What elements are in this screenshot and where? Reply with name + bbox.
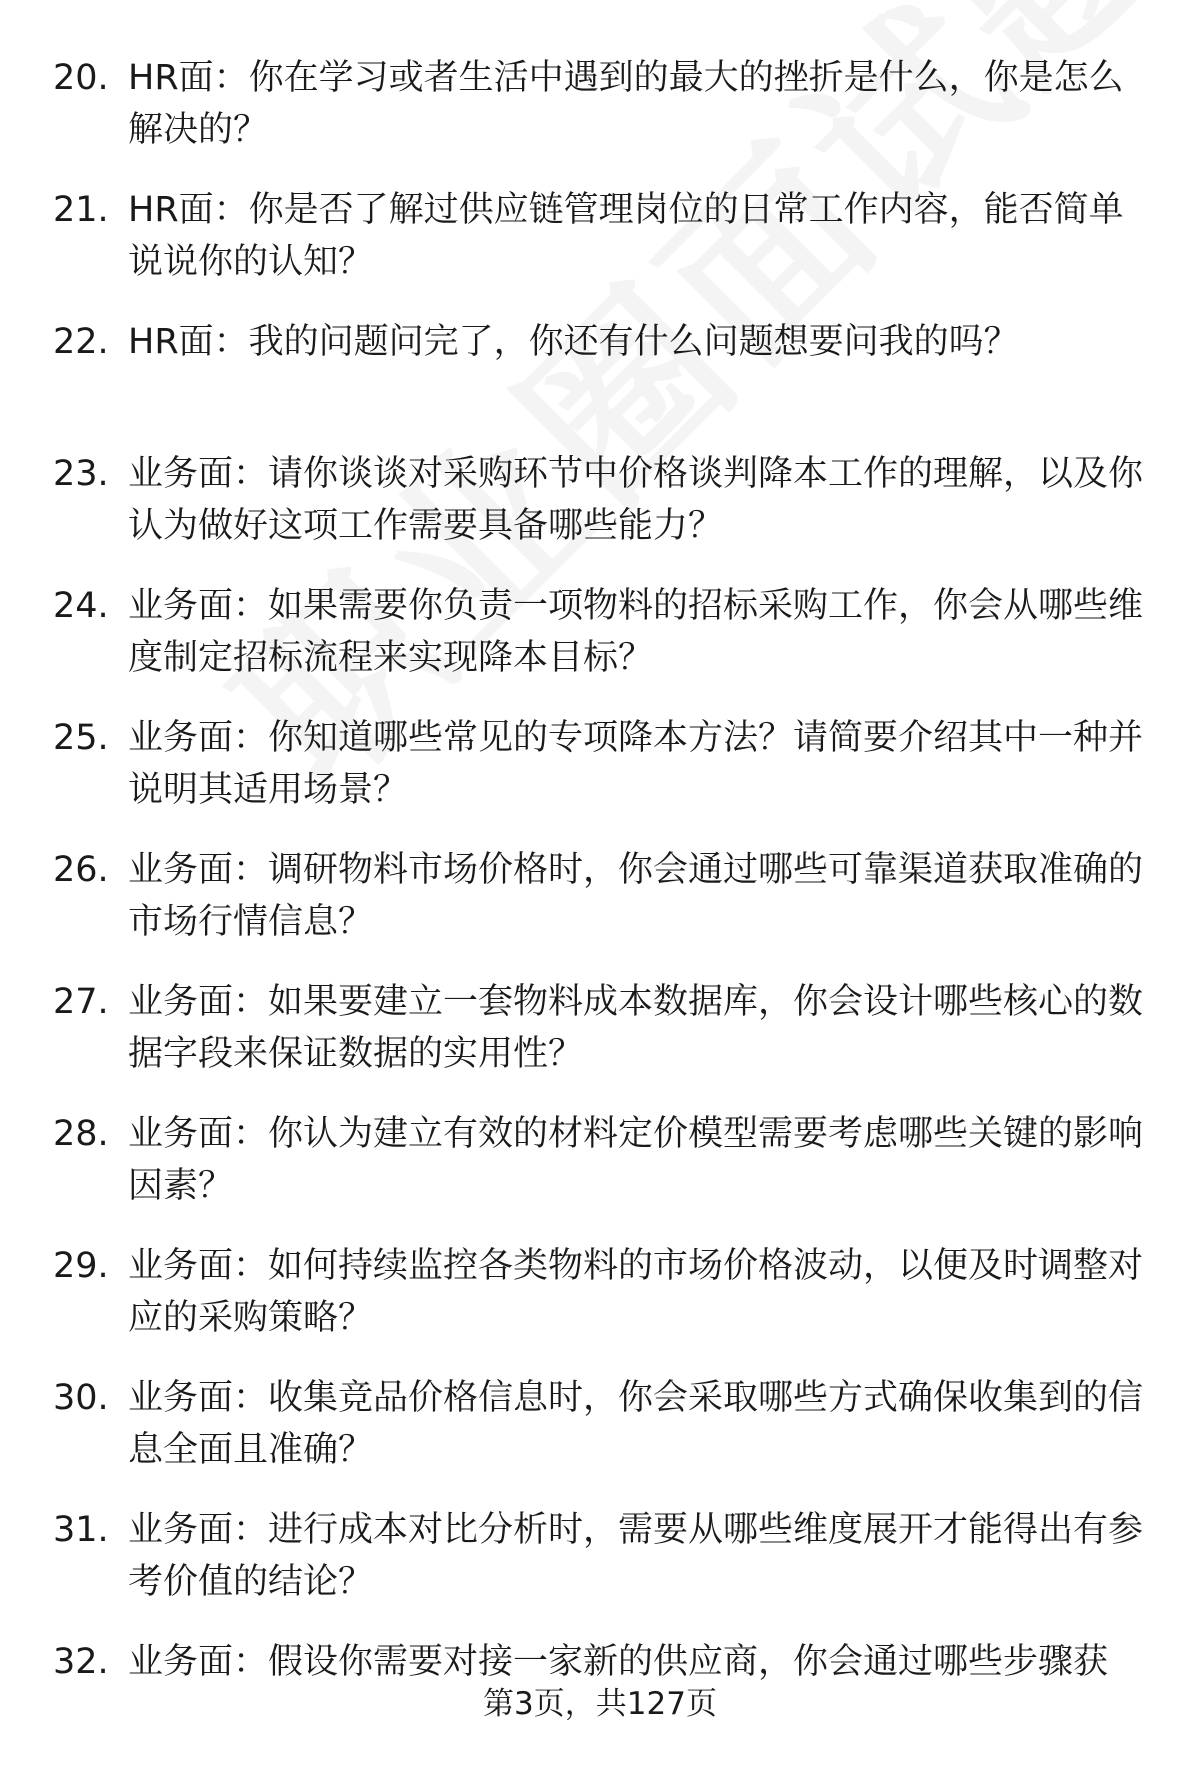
question-item bbox=[0, 448, 1200, 580]
question-number: 31. bbox=[53, 1510, 109, 1550]
question-text: HR面：你在学习或者生活中遇到的最大的挫折是什么，你是怎么解决的？ bbox=[128, 58, 1124, 150]
question-text: 业务面：请你谈谈对采购环节中价格谈判降本工作的理解，以及你认为做好这项工作需要具备哪些能力？ bbox=[128, 454, 1144, 546]
question-number: 29. bbox=[53, 1246, 109, 1286]
question-item bbox=[0, 316, 1200, 448]
question-text: 业务面：假设你需要对接一家新的供应商，你会通过哪些步骤获 bbox=[128, 1642, 1109, 1682]
question-text: 业务面：你认为建立有效的材料定价模型需要考虑哪些关键的影响因素？ bbox=[128, 1114, 1144, 1206]
question-number: 22. bbox=[53, 322, 109, 362]
question-number: 23. bbox=[53, 454, 109, 494]
question-text: 业务面：收集竞品价格信息时，你会采取哪些方式确保收集到的信息全面且准确？ bbox=[128, 1378, 1144, 1470]
question-number: 27. bbox=[53, 982, 109, 1022]
question-item bbox=[0, 184, 1200, 316]
question-text: 业务面：你知道哪些常见的专项降本方法？请简要介绍其中一种并说明其适用场景？ bbox=[128, 718, 1144, 810]
question-text: 业务面：如果需要你负责一项物料的招标采购工作，你会从哪些维度制定招标流程来实现降本目标？ bbox=[128, 586, 1144, 678]
question-text: 业务面：调研物料市场价格时，你会通过哪些可靠渠道获取准确的市场行情信息？ bbox=[128, 850, 1144, 942]
question-number: 32. bbox=[53, 1642, 109, 1682]
question-text: HR面：你是否了解过供应链管理岗位的日常工作内容，能否简单说说你的认知？ bbox=[128, 190, 1124, 282]
question-number: 24. bbox=[53, 586, 109, 626]
question-item bbox=[0, 1240, 1200, 1372]
question-text: 业务面：进行成本对比分析时，需要从哪些维度展开才能得出有参考价值的结论？ bbox=[128, 1510, 1144, 1602]
question-number: 28. bbox=[53, 1114, 109, 1154]
question-number: 20. bbox=[53, 58, 109, 98]
question-item bbox=[0, 580, 1200, 712]
question-item bbox=[0, 1372, 1200, 1504]
question-item bbox=[0, 976, 1200, 1108]
question-number: 21. bbox=[53, 190, 109, 230]
question-item bbox=[0, 844, 1200, 976]
question-number: 30. bbox=[53, 1378, 109, 1418]
question-text: HR面：我的问题问完了，你还有什么问题想要问我的吗？ bbox=[128, 322, 1019, 362]
page-footer: 第3页，共127页 bbox=[483, 1686, 717, 1722]
question-item bbox=[0, 1504, 1200, 1636]
question-text: 业务面：如何持续监控各类物料的市场价格波动，以便及时调整对应的采购策略？ bbox=[128, 1246, 1144, 1338]
question-item bbox=[0, 1108, 1200, 1240]
question-number: 25. bbox=[53, 718, 109, 758]
question-number: 26. bbox=[53, 850, 109, 890]
question-list bbox=[0, 52, 1200, 1768]
question-item bbox=[0, 52, 1200, 184]
question-item bbox=[0, 712, 1200, 844]
question-text: 业务面：如果要建立一套物料成本数据库，你会设计哪些核心的数据字段来保证数据的实用性？ bbox=[128, 982, 1144, 1074]
